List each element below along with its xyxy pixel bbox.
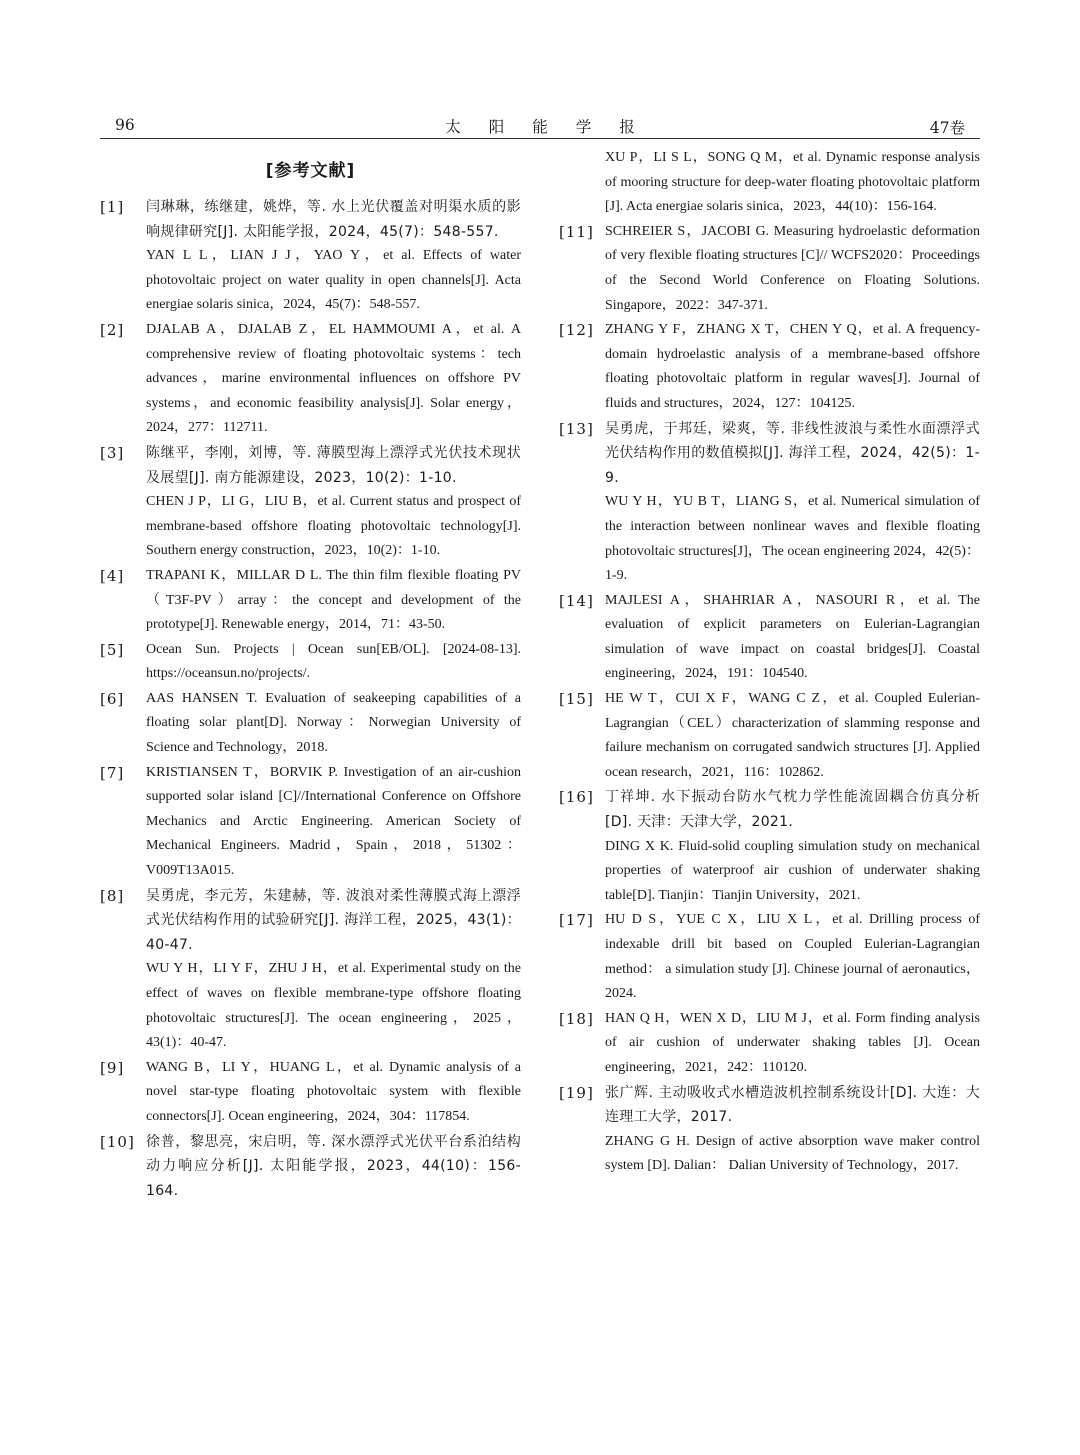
- reference-item: [100, 1056, 521, 1130]
- reference-item: [559, 1081, 980, 1179]
- page-number: 96: [115, 116, 135, 134]
- journal-title: 太阳能学报: [445, 118, 663, 136]
- reference-number: [18]: [559, 1009, 594, 1028]
- reference-item: [100, 761, 521, 884]
- reference-number: [19]: [559, 1083, 594, 1102]
- reference-item: [559, 417, 980, 589]
- reference-text-english: HAN Q H，WEN X D，LIU M J，et al. Form finding analysis of air cushion of underwater shaking tables [J]. Ocean engineering，2021，242：110120.: [605, 1010, 980, 1075]
- reference-text-english: ZHANG G H. Design of active absorption wave maker control system [D]. Dalian： Dalian University of Technology，2017.: [605, 1133, 980, 1174]
- reference-text-english: DJALAB A，DJALAB Z，EL HAMMOUMI A，et al. A comprehensive review of floating photovoltaic systems：tech advances，marine environmental influences on offshore PV systems，and economic feasibility analysis[J]. Solar energy，2024，277：112711.: [146, 321, 521, 436]
- reference-item: [559, 589, 980, 687]
- reference-item: [559, 908, 980, 1006]
- reference-text-english: YAN L L，LIAN J J，YAO Y，et al. Effects of water photovoltaic project on water quality in open channels[J]. Acta energiae solaris sinica，2024，45(7)：548-557.: [146, 248, 521, 313]
- reference-text-english: MAJLESI A，SHAHRIAR A，NASOURI R，et al. The evaluation of explicit parameters on Eulerian-Lagrangian simulation of wave impact on coastal bridges[J]. Coastal engineering，2024，191：104540.: [605, 592, 980, 682]
- reference-number: [11]: [559, 222, 594, 241]
- reference-text-english: WANG B，LI Y，HUANG L，et al. Dynamic analysis of a novel star-type floating photovoltaic system with flexible connectors[J]. Ocean engineering，2024，304：117854.: [146, 1059, 521, 1124]
- reference-text-english: Ocean Sun. Projects | Ocean sun[EB/OL]. [2024-08-13]. https://oceansun.no/projects/.: [146, 641, 521, 682]
- reference-text-english: DING X K. Fluid-solid coupling simulation study on mechanical properties of waterproof air cushion of underwater shaking table[D]. Tianjin：Tianjin University，2021.: [605, 838, 980, 903]
- left-column: [100, 146, 521, 1203]
- reference-list-left: [100, 195, 521, 1203]
- reference-item: [559, 687, 980, 785]
- references-heading: [参考文献]: [265, 161, 356, 181]
- right-column: [559, 146, 980, 1179]
- reference-text-english: WU Y H，YU B T，LIANG S，et al. Numerical simulation of the interaction between nonlinear waves and flexible floating photovoltaic structures[J]，The ocean engineering 2024，42(5)：1-9.: [605, 494, 980, 584]
- reference-number: [8]: [100, 886, 125, 905]
- reference-text-chinese: 闫琳琳，练继建，姚烨，等. 水上光伏覆盖对明渠水质的影响规律研究[J]. 太阳能学报，2024，45(7)：548-557.: [146, 199, 521, 240]
- reference-item: [559, 220, 980, 318]
- reference-item: [559, 146, 980, 220]
- reference-number: [7]: [100, 763, 125, 782]
- reference-text-chinese: 丁祥坤. 水下振动台防水气枕力学性能流固耦合仿真分析[D]. 天津：天津大学，2021.: [605, 789, 980, 831]
- reference-text-english: HU D S，YUE C X，LIU X L，et al. Drilling process of indexable drill bit based on Coupled Eulerian-Lagrangian method： a simulation study [J]. Chinese journal of aeronautics，2024.: [605, 912, 980, 1002]
- reference-item: [559, 785, 980, 908]
- reference-number: [6]: [100, 689, 125, 708]
- reference-text-english: ZHANG Y F，ZHANG X T，CHEN Y Q，et al. A frequency-domain hydroelastic analysis of a membrane-based offshore floating photovoltaic platform in regular waves[J]. Journal of fluids and structures，2024，127：104125.: [605, 322, 980, 411]
- reference-number: [10]: [100, 1132, 135, 1151]
- reference-item: [100, 1130, 521, 1204]
- volume-label: 47卷: [929, 119, 965, 137]
- reference-list-right: [559, 146, 980, 1179]
- reference-number: [17]: [559, 911, 594, 930]
- reference-item: [559, 318, 980, 416]
- reference-text-english: HE W T，CUI X F，WANG C Z，et al. Coupled Eulerian-Lagrangian（CEL）characterization of slamming response and failure mechanism on corrugated sandwich structures [J]. Applied ocean research，2021，116：102862.: [605, 691, 980, 780]
- reference-text-english: SCHREIER S，JACOBI G. Measuring hydroelastic deformation of very flexible floating structures [C]// WCFS2020：Proceedings of the Second World Conference on Floating Solutions. Singapore，2022：347-371.: [605, 223, 980, 313]
- reference-item: [100, 687, 521, 761]
- reference-text-english: XU P，LI S L，SONG Q M，et al. Dynamic response analysis of mooring structure for deep-water floating photovoltaic platform [J]. Acta energiae solaris sinica，2023，44(10)：156-164.: [605, 150, 980, 215]
- reference-item: [100, 441, 521, 564]
- reference-text-english: WU Y H，LI Y F，ZHU J H，et al. Experimental study on the effect of waves on flexible membrane-type offshore floating photovoltaic structures[J]. The ocean engineering，2025，43(1)：40-47.: [146, 961, 521, 1051]
- reference-text-english: TRAPANI K，MILLAR D L. The thin film flexible floating PV（T3F-PV）array：the concept and development of the prototype[J]. Renewable energy，2014，71：43-50.: [146, 567, 521, 633]
- reference-text-english: KRISTIANSEN T，BORVIK P. Investigation of an air-cushion supported solar island [C]//International Conference on Offshore Mechanics and Arctic Engineering. American Society of Mechanical Engineers. Madrid，Spain，2018，51302：V009T13A015.: [146, 764, 521, 879]
- page-header: [100, 112, 980, 139]
- reference-number: [1]: [100, 198, 125, 216]
- reference-text-english: CHEN J P，LI G，LIU B，et al. Current status and prospect of membrane-based offshore floating photovoltaic technology[J]. Southern energy construction，2023，10(2)：1-10.: [146, 494, 521, 559]
- reference-item: [100, 884, 521, 1056]
- reference-text-chinese: 吴勇虎，李元芳，朱建赫，等. 波浪对柔性薄膜式海上漂浮式光伏结构作用的试验研究[J]. 海洋工程，2025，43(1)：40-47.: [146, 887, 521, 953]
- reference-number: [15]: [559, 690, 594, 709]
- reference-number: [16]: [559, 788, 594, 807]
- reference-item: [100, 195, 521, 318]
- reference-text-english: AAS HANSEN T. Evaluation of seakeeping capabilities of a floating solar plant[D]. Norway：Norwegian University of Science and Technology，2018.: [146, 690, 521, 756]
- reference-item: [100, 638, 521, 687]
- reference-text-chinese: 陈继平，李刚，刘博，等. 薄膜型海上漂浮式光伏技术现状及展望[J]. 南方能源建设，2023，10(2)：1-10.: [146, 444, 521, 486]
- reference-text-chinese: 徐普，黎思亮，宋启明，等. 深水漂浮式光伏平台系泊结构动力响应分析[J]. 太阳能学报，2023，44(10)：156-164.: [146, 1133, 521, 1199]
- reference-number: [13]: [559, 419, 594, 438]
- reference-item: [100, 564, 521, 638]
- reference-item: [559, 1007, 980, 1081]
- reference-number: [4]: [100, 566, 125, 585]
- reference-number: [5]: [100, 640, 125, 659]
- reference-number: [2]: [100, 320, 125, 339]
- reference-item: [100, 318, 521, 441]
- reference-number: [3]: [100, 443, 125, 462]
- reference-number: [14]: [559, 591, 594, 610]
- reference-text-chinese: 吴勇虎，于邦廷，梁爽，等. 非线性波浪与柔性水面漂浮式光伏结构作用的数值模拟[J]. 海洋工程，2024，42(5)：1-9.: [605, 420, 980, 486]
- reference-number: [12]: [559, 321, 594, 340]
- reference-text-chinese: 张广辉. 主动吸收式水槽造波机控制系统设计[D]. 大连：大连理工大学，2017.: [605, 1084, 980, 1126]
- reference-number: [9]: [100, 1058, 125, 1077]
